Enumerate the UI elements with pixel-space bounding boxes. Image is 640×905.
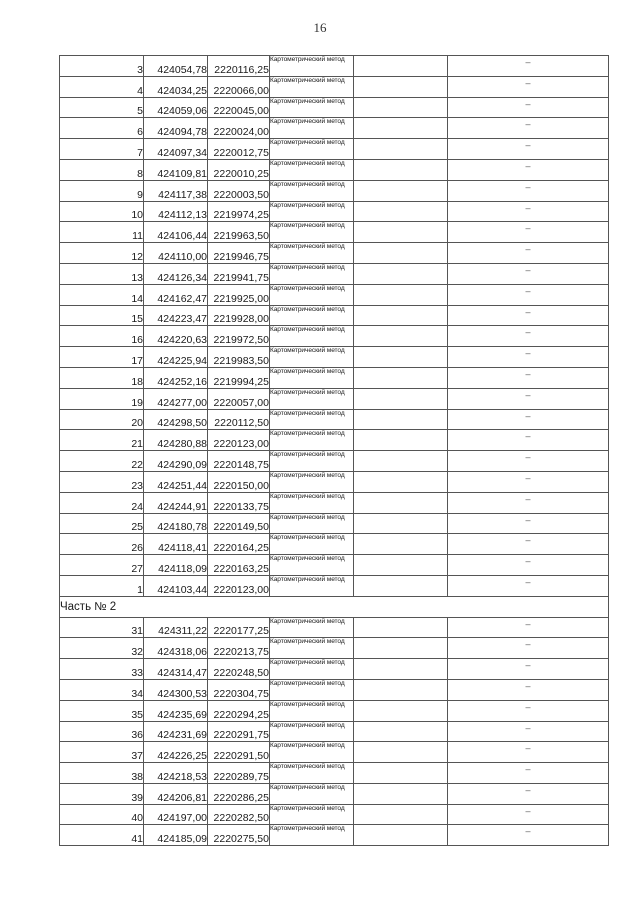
method-cell: Картометрический метод (270, 763, 354, 784)
method-cell: Картометрический метод (270, 555, 354, 576)
point-number-cell: 36 (60, 721, 144, 742)
method-cell: Картометрический метод (270, 118, 354, 139)
y-coordinate-cell: 2219983,50 (208, 347, 270, 368)
method-cell: Картометрический метод (270, 451, 354, 472)
point-number-cell: 23 (60, 471, 144, 492)
method-cell: Картометрический метод (270, 326, 354, 347)
method-cell: Картометрический метод (270, 430, 354, 451)
method-cell: Картометрический метод (270, 783, 354, 804)
x-coordinate-cell: 424244,91 (144, 492, 208, 513)
empty-cell (354, 222, 448, 243)
y-coordinate-cell: 2220057,00 (208, 388, 270, 409)
y-coordinate-cell: 2220149,50 (208, 513, 270, 534)
note-cell: – (448, 305, 609, 326)
x-coordinate-cell: 424298,50 (144, 409, 208, 430)
y-coordinate-cell: 2220133,75 (208, 492, 270, 513)
table-row (60, 430, 609, 451)
note-cell: – (448, 347, 609, 368)
empty-cell (354, 555, 448, 576)
empty-cell (354, 97, 448, 118)
table-row (60, 804, 609, 825)
note-cell: – (448, 825, 609, 846)
method-cell: Картометрический метод (270, 534, 354, 555)
table-row (60, 305, 609, 326)
empty-cell (354, 783, 448, 804)
x-coordinate-cell: 424235,69 (144, 700, 208, 721)
note-cell: – (448, 139, 609, 160)
note-cell: – (448, 409, 609, 430)
note-cell: – (448, 388, 609, 409)
point-number-cell: 16 (60, 326, 144, 347)
table-row (60, 679, 609, 700)
method-cell: Картометрический метод (270, 388, 354, 409)
note-cell: – (448, 326, 609, 347)
empty-cell (354, 388, 448, 409)
y-coordinate-cell: 2219994,25 (208, 367, 270, 388)
empty-cell (354, 721, 448, 742)
empty-cell (354, 118, 448, 139)
y-coordinate-cell: 2220123,00 (208, 575, 270, 596)
point-number-cell: 20 (60, 409, 144, 430)
empty-cell (354, 659, 448, 680)
note-cell: – (448, 804, 609, 825)
table-row (60, 409, 609, 430)
note-cell: – (448, 555, 609, 576)
empty-cell (354, 700, 448, 721)
empty-cell (354, 513, 448, 534)
point-number-cell: 21 (60, 430, 144, 451)
point-number-cell: 17 (60, 347, 144, 368)
x-coordinate-cell: 424094,78 (144, 118, 208, 139)
point-number-cell: 33 (60, 659, 144, 680)
point-number-cell: 4 (60, 76, 144, 97)
x-coordinate-cell: 424277,00 (144, 388, 208, 409)
method-cell: Картометрический метод (270, 409, 354, 430)
y-coordinate-cell: 2220286,25 (208, 783, 270, 804)
point-number-cell: 15 (60, 305, 144, 326)
empty-cell (354, 575, 448, 596)
table-row (60, 825, 609, 846)
page-number: 16 (313, 20, 327, 35)
method-cell: Картометрический метод (270, 721, 354, 742)
note-cell: – (448, 575, 609, 596)
note-cell: – (448, 679, 609, 700)
x-coordinate-cell: 424223,47 (144, 305, 208, 326)
table-row (60, 534, 609, 555)
table-row (60, 451, 609, 472)
table-row (60, 243, 609, 264)
table-row (60, 326, 609, 347)
point-number-cell: 32 (60, 638, 144, 659)
y-coordinate-cell: 2220289,75 (208, 763, 270, 784)
point-number-cell: 22 (60, 451, 144, 472)
point-number-cell: 1 (60, 575, 144, 596)
point-number-cell: 5 (60, 97, 144, 118)
empty-cell (354, 471, 448, 492)
empty-cell (354, 284, 448, 305)
point-number-cell: 37 (60, 742, 144, 763)
point-number-cell: 14 (60, 284, 144, 305)
empty-cell (354, 139, 448, 160)
y-coordinate-cell: 2220150,00 (208, 471, 270, 492)
note-cell: – (448, 263, 609, 284)
method-cell: Картометрический метод (270, 305, 354, 326)
note-cell: – (448, 763, 609, 784)
x-coordinate-cell: 424106,44 (144, 222, 208, 243)
empty-cell (354, 347, 448, 368)
point-number-cell: 24 (60, 492, 144, 513)
note-cell: – (448, 451, 609, 472)
method-cell: Картометрический метод (270, 180, 354, 201)
table-row (60, 201, 609, 222)
note-cell: – (448, 367, 609, 388)
empty-cell (354, 451, 448, 472)
x-coordinate-cell: 424180,78 (144, 513, 208, 534)
empty-cell (354, 305, 448, 326)
note-cell: – (448, 721, 609, 742)
x-coordinate-cell: 424118,41 (144, 534, 208, 555)
y-coordinate-cell: 2220045,00 (208, 97, 270, 118)
x-coordinate-cell: 424059,06 (144, 97, 208, 118)
point-number-cell: 10 (60, 201, 144, 222)
empty-cell (354, 159, 448, 180)
table-row (60, 555, 609, 576)
note-cell: – (448, 201, 609, 222)
method-cell: Картометрический метод (270, 76, 354, 97)
x-coordinate-cell: 424097,34 (144, 139, 208, 160)
note-cell: – (448, 471, 609, 492)
note-cell: – (448, 700, 609, 721)
y-coordinate-cell: 2220164,25 (208, 534, 270, 555)
table-row (60, 56, 609, 77)
point-number-cell: 26 (60, 534, 144, 555)
y-coordinate-cell: 2220123,00 (208, 430, 270, 451)
method-cell: Картометрический метод (270, 56, 354, 77)
point-number-cell: 41 (60, 825, 144, 846)
x-coordinate-cell: 424290,09 (144, 451, 208, 472)
note-cell: – (448, 118, 609, 139)
table-row (60, 159, 609, 180)
empty-cell (354, 409, 448, 430)
method-cell: Картометрический метод (270, 139, 354, 160)
method-cell: Картометрический метод (270, 222, 354, 243)
y-coordinate-cell: 2220116,25 (208, 56, 270, 77)
x-coordinate-cell: 424311,22 (144, 617, 208, 638)
y-coordinate-cell: 2220291,75 (208, 721, 270, 742)
table-row (60, 367, 609, 388)
method-cell: Картометрический метод (270, 367, 354, 388)
table-row (60, 388, 609, 409)
x-coordinate-cell: 424109,81 (144, 159, 208, 180)
table-row (60, 575, 609, 596)
method-cell: Картометрический метод (270, 159, 354, 180)
point-number-cell: 31 (60, 617, 144, 638)
method-cell: Картометрический метод (270, 201, 354, 222)
x-coordinate-cell: 424206,81 (144, 783, 208, 804)
y-coordinate-cell: 2220275,50 (208, 825, 270, 846)
empty-cell (354, 638, 448, 659)
table-row (60, 471, 609, 492)
table-row (60, 284, 609, 305)
y-coordinate-cell: 2219941,75 (208, 263, 270, 284)
y-coordinate-cell: 2220291,50 (208, 742, 270, 763)
coordinates-table-body (60, 56, 609, 846)
empty-cell (354, 825, 448, 846)
note-cell: – (448, 97, 609, 118)
x-coordinate-cell: 424314,47 (144, 659, 208, 680)
y-coordinate-cell: 2220024,00 (208, 118, 270, 139)
note-cell: – (448, 159, 609, 180)
table-row (60, 513, 609, 534)
empty-cell (354, 263, 448, 284)
y-coordinate-cell: 2219946,75 (208, 243, 270, 264)
note-cell: – (448, 513, 609, 534)
x-coordinate-cell: 424218,53 (144, 763, 208, 784)
empty-cell (354, 76, 448, 97)
table-row (60, 118, 609, 139)
point-number-cell: 19 (60, 388, 144, 409)
point-number-cell: 3 (60, 56, 144, 77)
y-coordinate-cell: 2219974,25 (208, 201, 270, 222)
empty-cell (354, 201, 448, 222)
table-row (60, 492, 609, 513)
point-number-cell: 25 (60, 513, 144, 534)
x-coordinate-cell: 424251,44 (144, 471, 208, 492)
method-cell: Картометрический метод (270, 263, 354, 284)
empty-cell (354, 430, 448, 451)
point-number-cell: 38 (60, 763, 144, 784)
x-coordinate-cell: 424126,34 (144, 263, 208, 284)
x-coordinate-cell: 424054,78 (144, 56, 208, 77)
y-coordinate-cell: 2220112,50 (208, 409, 270, 430)
point-number-cell: 7 (60, 139, 144, 160)
point-number-cell: 40 (60, 804, 144, 825)
y-coordinate-cell: 2220066,00 (208, 76, 270, 97)
table-row (60, 180, 609, 201)
note-cell: – (448, 783, 609, 804)
empty-cell (354, 804, 448, 825)
note-cell: – (448, 76, 609, 97)
method-cell: Картометрический метод (270, 804, 354, 825)
empty-cell (354, 56, 448, 77)
method-cell: Картометрический метод (270, 575, 354, 596)
y-coordinate-cell: 2220148,75 (208, 451, 270, 472)
table-row (60, 76, 609, 97)
method-cell: Картометрический метод (270, 243, 354, 264)
y-coordinate-cell: 2219963,50 (208, 222, 270, 243)
method-cell: Картометрический метод (270, 492, 354, 513)
x-coordinate-cell: 424231,69 (144, 721, 208, 742)
section-row (60, 596, 609, 617)
point-number-cell: 34 (60, 679, 144, 700)
empty-cell (354, 742, 448, 763)
x-coordinate-cell: 424197,00 (144, 804, 208, 825)
method-cell: Картометрический метод (270, 617, 354, 638)
table-row (60, 617, 609, 638)
empty-cell (354, 180, 448, 201)
x-coordinate-cell: 424300,53 (144, 679, 208, 700)
point-number-cell: 6 (60, 118, 144, 139)
x-coordinate-cell: 424117,38 (144, 180, 208, 201)
note-cell: – (448, 742, 609, 763)
y-coordinate-cell: 2220304,75 (208, 679, 270, 700)
x-coordinate-cell: 424318,06 (144, 638, 208, 659)
y-coordinate-cell: 2220003,50 (208, 180, 270, 201)
coordinates-table (59, 55, 609, 846)
table-row (60, 139, 609, 160)
table-row (60, 783, 609, 804)
table-row (60, 742, 609, 763)
table-row (60, 638, 609, 659)
empty-cell (354, 492, 448, 513)
table-row (60, 263, 609, 284)
x-coordinate-cell: 424225,94 (144, 347, 208, 368)
method-cell: Картометрический метод (270, 825, 354, 846)
method-cell: Картометрический метод (270, 700, 354, 721)
empty-cell (354, 534, 448, 555)
x-coordinate-cell: 424162,47 (144, 284, 208, 305)
x-coordinate-cell: 424103,44 (144, 575, 208, 596)
point-number-cell: 13 (60, 263, 144, 284)
table-row (60, 721, 609, 742)
empty-cell (354, 763, 448, 784)
x-coordinate-cell: 424185,09 (144, 825, 208, 846)
method-cell: Картометрический метод (270, 97, 354, 118)
y-coordinate-cell: 2219925,00 (208, 284, 270, 305)
y-coordinate-cell: 2220282,50 (208, 804, 270, 825)
empty-cell (354, 679, 448, 700)
point-number-cell: 27 (60, 555, 144, 576)
x-coordinate-cell: 424118,09 (144, 555, 208, 576)
method-cell: Картометрический метод (270, 659, 354, 680)
table-row (60, 97, 609, 118)
point-number-cell: 12 (60, 243, 144, 264)
point-number-cell: 39 (60, 783, 144, 804)
note-cell: – (448, 534, 609, 555)
note-cell: – (448, 430, 609, 451)
note-cell: – (448, 284, 609, 305)
y-coordinate-cell: 2220010,25 (208, 159, 270, 180)
empty-cell (354, 243, 448, 264)
note-cell: – (448, 617, 609, 638)
x-coordinate-cell: 424280,88 (144, 430, 208, 451)
x-coordinate-cell: 424110,00 (144, 243, 208, 264)
x-coordinate-cell: 424252,16 (144, 367, 208, 388)
x-coordinate-cell: 424220,63 (144, 326, 208, 347)
method-cell: Картометрический метод (270, 513, 354, 534)
y-coordinate-cell: 2219972,50 (208, 326, 270, 347)
note-cell: – (448, 659, 609, 680)
x-coordinate-cell: 424112,13 (144, 201, 208, 222)
empty-cell (354, 617, 448, 638)
y-coordinate-cell: 2220012,75 (208, 139, 270, 160)
note-cell: – (448, 243, 609, 264)
note-cell: – (448, 492, 609, 513)
y-coordinate-cell: 2220213,75 (208, 638, 270, 659)
section-title: Часть № 2 (60, 596, 609, 617)
x-coordinate-cell: 424034,25 (144, 76, 208, 97)
empty-cell (354, 367, 448, 388)
table-row (60, 222, 609, 243)
method-cell: Картометрический метод (270, 742, 354, 763)
table-row (60, 347, 609, 368)
note-cell: – (448, 638, 609, 659)
table-row (60, 659, 609, 680)
table-row (60, 700, 609, 721)
y-coordinate-cell: 2220294,25 (208, 700, 270, 721)
x-coordinate-cell: 424226,25 (144, 742, 208, 763)
y-coordinate-cell: 2220177,25 (208, 617, 270, 638)
note-cell: – (448, 56, 609, 77)
method-cell: Картометрический метод (270, 679, 354, 700)
point-number-cell: 8 (60, 159, 144, 180)
method-cell: Картометрический метод (270, 638, 354, 659)
note-cell: – (448, 222, 609, 243)
point-number-cell: 35 (60, 700, 144, 721)
method-cell: Картометрический метод (270, 347, 354, 368)
empty-cell (354, 326, 448, 347)
method-cell: Картометрический метод (270, 284, 354, 305)
note-cell: – (448, 180, 609, 201)
table-row (60, 763, 609, 784)
y-coordinate-cell: 2219928,00 (208, 305, 270, 326)
point-number-cell: 11 (60, 222, 144, 243)
point-number-cell: 18 (60, 367, 144, 388)
y-coordinate-cell: 2220163,25 (208, 555, 270, 576)
point-number-cell: 9 (60, 180, 144, 201)
y-coordinate-cell: 2220248,50 (208, 659, 270, 680)
method-cell: Картометрический метод (270, 471, 354, 492)
